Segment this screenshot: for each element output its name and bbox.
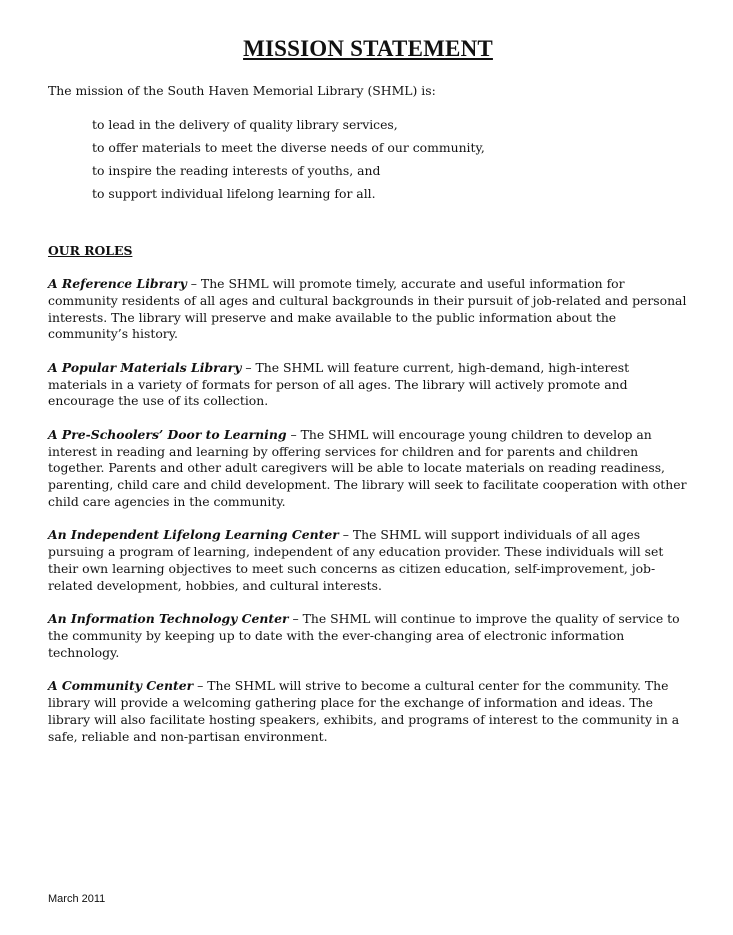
- mission-item: to inspire the reading interests of youths, and: [92, 163, 381, 178]
- role-paragraph-pre-schoolers: [48, 427, 688, 511]
- role-paragraph-lifelong-learning: [48, 527, 688, 594]
- roles-heading: OUR ROLES: [48, 243, 133, 258]
- role-name: An Independent Lifelong Learning Center: [48, 527, 339, 543]
- mission-list: [92, 113, 688, 205]
- mission-intro: The mission of the South Haven Memorial Library (SHML) is:: [48, 83, 436, 98]
- role-name: A Popular Materials Library: [48, 359, 242, 375]
- document-page: [48, 36, 688, 762]
- role-paragraph-information-technology: [48, 611, 688, 661]
- footer-date: March 2011: [48, 893, 106, 905]
- mission-item: to lead in the delivery of quality library services,: [92, 117, 398, 132]
- role-description: – The SHML will feature current, high-demand, high-interest materials in a variety of formats for person of all ages. The library will actively promote and encourage the use of its collection.: [48, 359, 630, 409]
- mission-item: to support individual lifelong learning for all.: [92, 186, 376, 201]
- role-name: An Information Technology Center: [48, 611, 289, 627]
- page-title: MISSION STATEMENT: [243, 36, 493, 61]
- role-name: A Pre-Schoolers’ Door to Learning: [48, 426, 287, 442]
- role-name: A Reference Library: [48, 276, 187, 291]
- role-description: – The SHML will strive to become a cultural center for the community. The library will provide a welcoming gathering place for the exchange of information and ideas. The library will also facilitate hosting speakers, exhibits, and programs of interest to the community in a safe, reliable and non-partisan environment.: [48, 678, 680, 744]
- role-description: – The SHML will promote timely, accurate and useful information for community residents of all ages and cultural backgrounds in their pursuit of job-related and personal interests. The library will preserve and make available to the public information about the community’s history.: [48, 276, 687, 342]
- role-paragraph-community-center: [48, 678, 688, 745]
- role-paragraph-popular-materials: [48, 360, 688, 410]
- role-description: – The SHML will support individuals of all ages pursuing a program of learning, independent of any education provider. These individuals will set their own learning objectives to meet such concerns as citizen education, self-improvement, job-related development, hobbies, and cultural interests.: [48, 527, 664, 593]
- role-description: – The SHML will continue to improve the quality of service to the community by keeping up to date with the ever-changing area of electronic information technology.: [48, 611, 680, 660]
- role-paragraph-reference-library: [48, 276, 688, 343]
- role-name: A Community Center: [48, 678, 194, 694]
- mission-item: to offer materials to meet the diverse needs of our community,: [92, 140, 485, 155]
- role-description: – The SHML will encourage young children to develop an interest in reading and learning by offering services for children and for parents and children together. Parents and other adult caregivers will be able to locate materials on reading readiness, parenting, child care and child development. The library will seek to facilitate cooperation with other child care agencies in the community.: [48, 426, 687, 509]
